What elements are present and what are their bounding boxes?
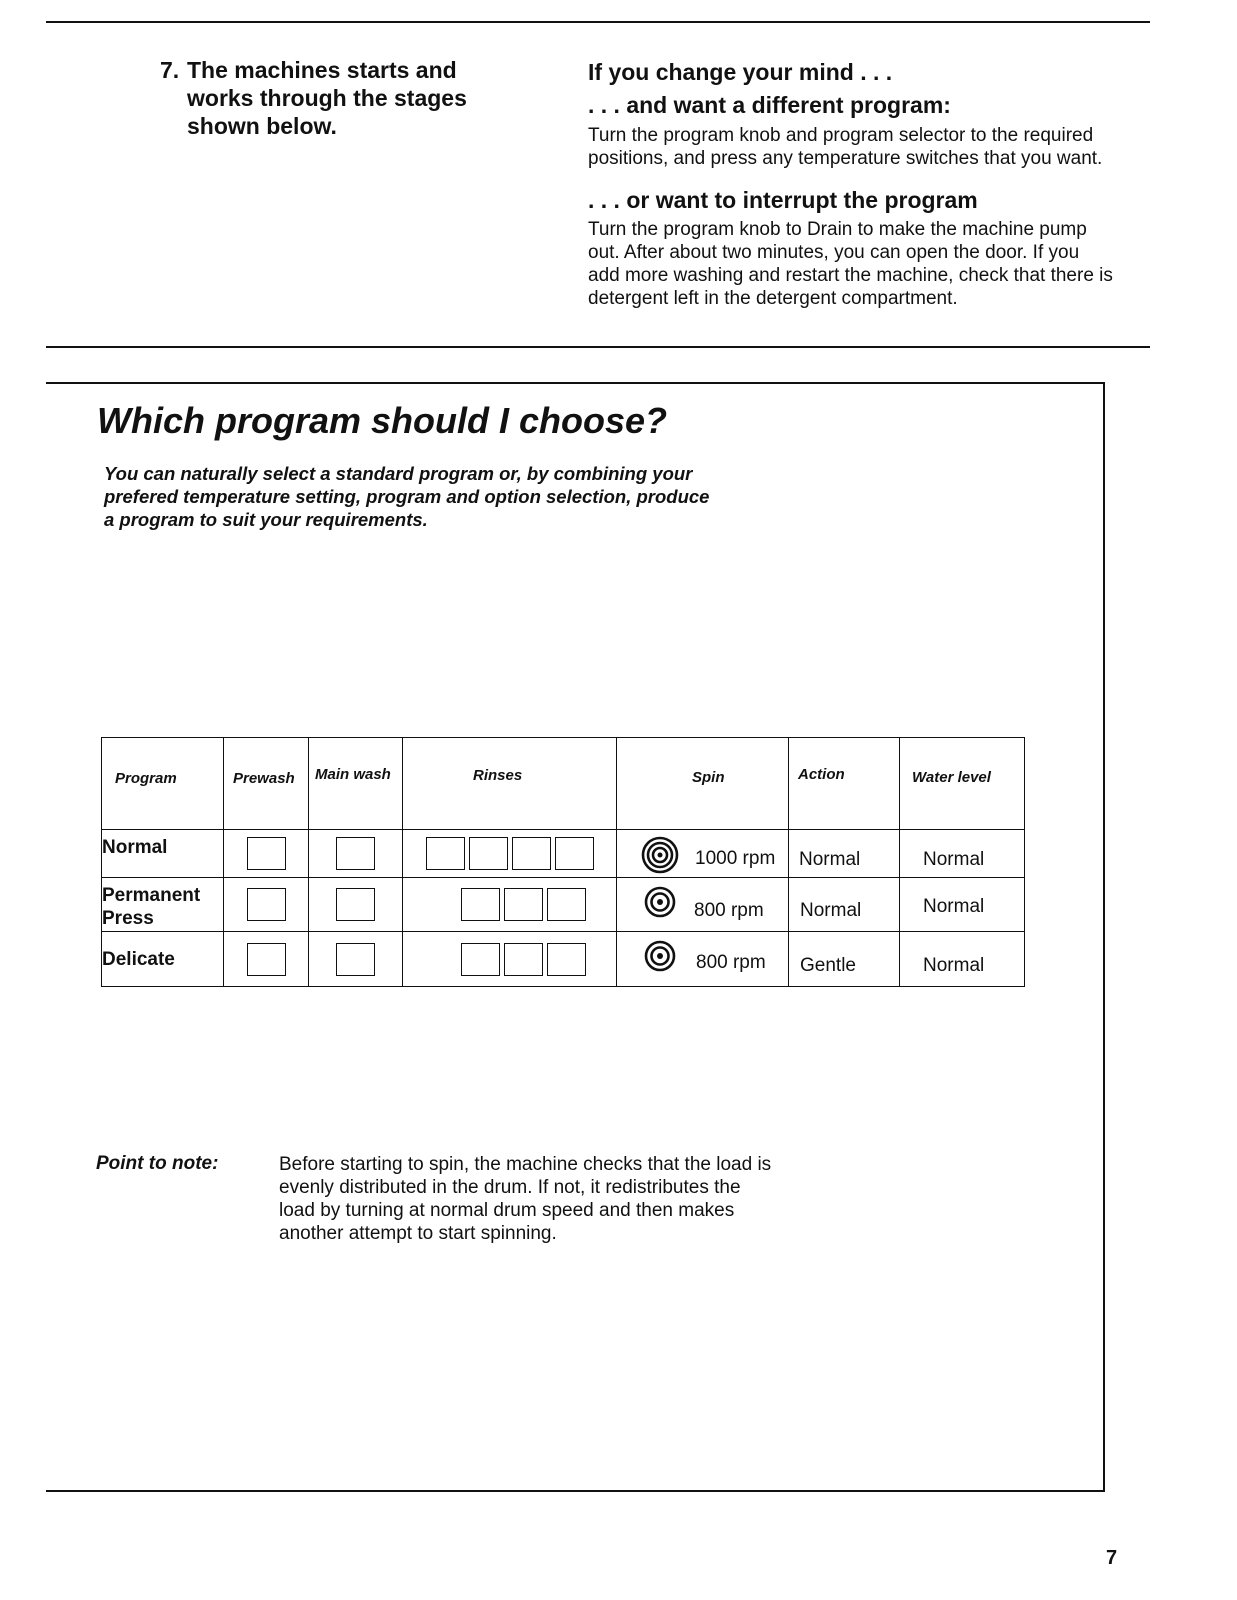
action-value: Gentle — [789, 932, 900, 987]
stage-box — [247, 943, 286, 976]
row-normal-program: Normal — [102, 830, 224, 878]
note-text: Before starting to spin, the machine checks that the load is evenly distributed in the drum. If not, it redistributes the load by turning at normal drum speed and then makes another attempt to start spinning. — [279, 1154, 772, 1244]
header-program: Program — [102, 738, 224, 830]
frame-top — [46, 382, 1104, 384]
interrupt-text: Turn the program knob to Drain to make the machine pump out. After about two minutes, you can open the door. If you add more washing and restart the machine, check that there is detergent left in the detergent compartment. — [588, 219, 1113, 309]
section-title: Which program should I choose? — [97, 400, 668, 441]
change-mind-heading: If you change your mind . . . — [588, 59, 893, 85]
header-rinses: Rinses — [403, 738, 617, 830]
stage-box — [547, 943, 586, 976]
stage-box — [512, 837, 551, 870]
stage-box — [555, 837, 594, 870]
table-header-row — [102, 738, 1025, 830]
stage-box — [469, 837, 508, 870]
action-value: Normal — [789, 878, 900, 932]
stage-box — [547, 888, 586, 921]
stage-box — [426, 837, 465, 870]
mainwash-cell — [309, 830, 403, 878]
mainwash-cell — [309, 932, 403, 987]
action-value: Normal — [789, 830, 900, 878]
spin-speed: 1000 rpm — [695, 848, 776, 869]
header-prewash: Prewash — [224, 738, 309, 830]
stage-box — [461, 943, 500, 976]
frame-right — [1103, 382, 1105, 1491]
water-level-value: Normal — [900, 830, 1025, 878]
row-delicate-program: Delicate — [102, 932, 224, 987]
stage-box — [336, 943, 375, 976]
table-row — [102, 932, 1025, 987]
mainwash-cell — [309, 878, 403, 932]
spin-cell — [617, 830, 789, 878]
spin-spiral-icon — [641, 836, 679, 874]
stage-box — [247, 888, 286, 921]
water-level-value: Normal — [900, 878, 1025, 932]
table-row — [102, 878, 1025, 932]
note-label: Point to note: — [96, 1153, 219, 1174]
stage-box — [336, 837, 375, 870]
bottom-rule — [46, 1490, 1105, 1492]
page-number: 7 — [1106, 1547, 1118, 1569]
step-number: 7. — [160, 57, 180, 83]
stage-box — [504, 943, 543, 976]
spin-speed: 800 rpm — [694, 900, 764, 921]
rinses-cell — [403, 932, 617, 987]
step-text: The machines starts and works through the stages shown below. — [187, 57, 467, 139]
water-level-value: Normal — [900, 932, 1025, 987]
header-mainwash: Main wash — [309, 738, 403, 830]
spin-cell — [617, 878, 789, 932]
middle-rule — [46, 346, 1150, 348]
different-program-text: Turn the program knob and program selector to the required positions, and press any temperature switches that you want. — [588, 125, 1103, 169]
stage-box — [336, 888, 375, 921]
prewash-cell — [224, 932, 309, 987]
stage-box — [504, 888, 543, 921]
table-row — [102, 830, 1025, 878]
section-intro: You can naturally select a standard program or, by combining your prefered temperature setting, program and option selection, produce a program to suit your requirements. — [104, 463, 710, 530]
prewash-cell — [224, 878, 309, 932]
header-water-level: Water level — [900, 738, 1025, 830]
spin-spiral-icon — [644, 886, 676, 918]
interrupt-heading: . . . or want to interrupt the program — [588, 187, 978, 213]
stage-box — [461, 888, 500, 921]
prewash-cell — [224, 830, 309, 878]
spin-spiral-icon — [644, 940, 676, 972]
program-table — [101, 737, 1025, 987]
top-rule — [46, 21, 1150, 23]
spin-cell — [617, 932, 789, 987]
different-program-heading: . . . and want a different program: — [588, 92, 951, 118]
rinses-cell — [403, 878, 617, 932]
header-action: Action — [789, 738, 900, 830]
stage-box — [247, 837, 286, 870]
rinses-cell — [403, 830, 617, 878]
header-spin: Spin — [617, 738, 789, 830]
row-permanent-press-program: Permanent Press — [102, 878, 224, 932]
spin-speed: 800 rpm — [696, 952, 766, 973]
